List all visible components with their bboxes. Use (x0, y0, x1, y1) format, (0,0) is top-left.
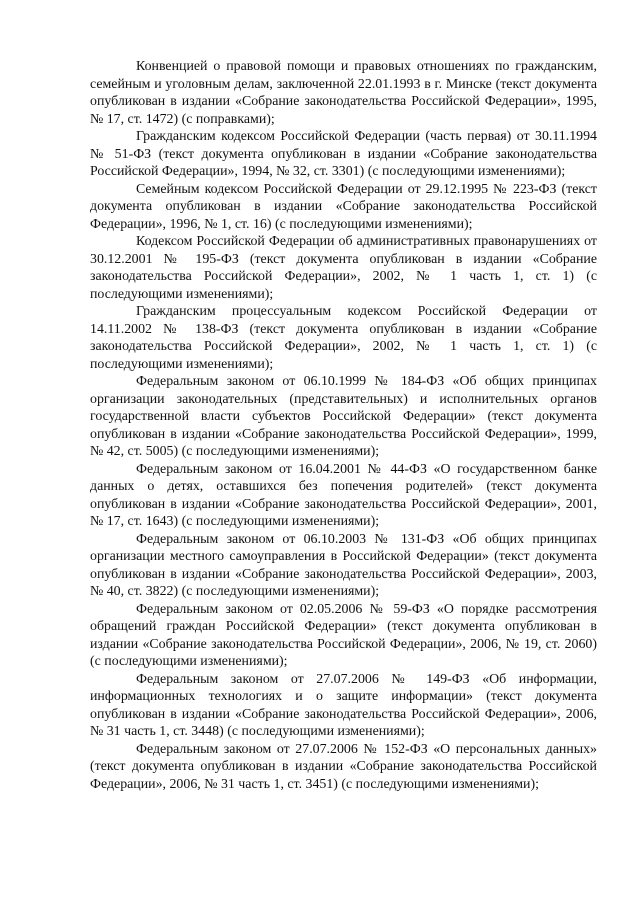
paragraph-law-44: Федеральным законом от 16.04.2001 № 44-ФЗ «О государственном банке данных о детях, оставшихся без попечения родителей» (текст документа опубликован в издании «Собрание законодательства Российской Федерации», 2001, № 17, ст. 1643) (с последующими изменениями); (90, 461, 597, 529)
paragraph-administrative-code: Кодексом Российской Федерации об административных правонарушениях от 30.12.2001 № 195-ФЗ (текст документа опубликован в издании «Собрание законодательства Российской Федерации», 2002, № 1 часть 1, ст. 1) (с последующими изменениями); (90, 234, 597, 302)
paragraph-minsk-convention: Конвенцией о правовой помощи и правовых отношениях по гражданским, семейным и уголовным делам, заключенной 22.01.1993 в г. Минске (текст документа опубликован в издании «Собрание законодательства Российской Федерации», 1995, № 17, ст. 1472) (с поправками); (90, 59, 597, 127)
paragraph-civil-procedure-code: Гражданским процессуальным кодексом Российской Федерации от 14.11.2002 № 138-ФЗ (текст документа опубликован в издании «Собрание законодательства Российской Федерации», 2002, № 1 часть 1, ст. 1) (с последующими изменениями); (90, 304, 597, 372)
paragraph-law-152: Федеральным законом от 27.07.2006 № 152-ФЗ «О персональных данных» (текст документа опубликован в издании «Собрание законодательства Российской Федерации», 2006, № 31 часть 1, ст. 3451) (с последующими изменениями); (90, 741, 597, 792)
paragraph-family-code: Семейным кодексом Российской Федерации от 29.12.1995 № 223-ФЗ (текст документа опубликован в издании «Собрание законодательства Российской Федерации», 1996, № 1, ст. 16) (с последующими изменениями); (90, 181, 597, 232)
paragraph-law-184: Федеральным законом от 06.10.1999 № 184-ФЗ «Об общих принципах организации законодательных (представительных) и исполнительных органов государственной власти субъектов Российской Федерации» (текст документа опубликован в издании «Собрание законодательства Российской Федерации», 1999, № 42, ст. 5005) (с последующими изменениями); (90, 374, 597, 459)
paragraph-law-131: Федеральным законом от 06.10.2003 № 131-ФЗ «Об общих принципах организации местного самоуправления в Российской Федерации» (текст документа опубликован в издании «Собрание законодательства Российской Федерации», 2003, № 40, ст. 3822) (с последующими изменениями); (90, 531, 597, 599)
document-page (90, 58, 597, 793)
paragraph-law-59: Федеральным законом от 02.05.2006 № 59-ФЗ «О порядке рассмотрения обращений граждан Российской Федерации» (текст документа опубликован в издании «Собрание законодательства Российской Федерации», 2006, № 19, ст. 2060) (с последующими изменениями); (90, 601, 597, 669)
paragraph-civil-code: Гражданским кодексом Российской Федерации (часть первая) от 30.11.1994 № 51-ФЗ (текст документа опубликован в издании «Собрание законодательства Российской Федерации», 1994, № 32, ст. 3301) (с последующими изменениями); (90, 129, 597, 179)
paragraph-law-149: Федеральным законом от 27.07.2006 № 149-ФЗ «Об информации, информационных технологиях и о защите информации» (текст документа опубликован в издании «Собрание законодательства Российской Федерации», 2006, № 31 часть 1, ст. 3448) (с последующими изменениями); (90, 671, 597, 739)
